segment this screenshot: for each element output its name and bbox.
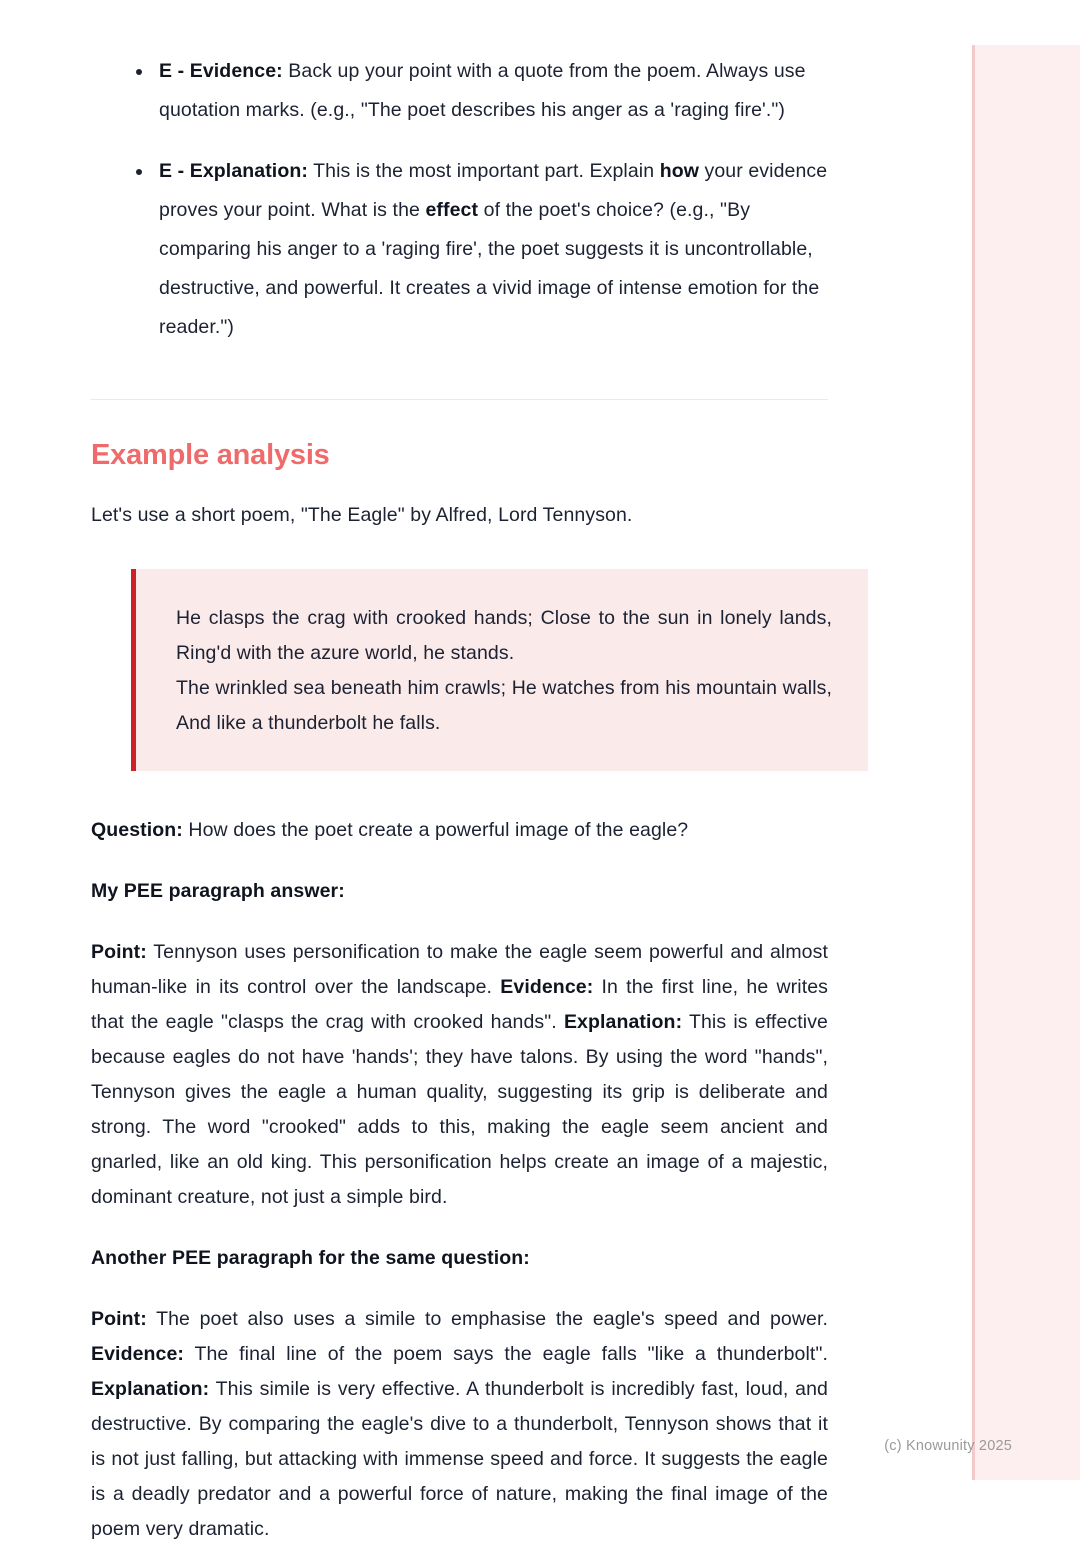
- paragraph-one-evidence-label: Evidence:: [500, 976, 594, 998]
- poem-blockquote: [131, 569, 868, 771]
- paragraph-two-point-label: Point:: [91, 1308, 147, 1330]
- list-item-explanation-label: E - Explanation:: [159, 160, 308, 182]
- list-item-explanation-text-part2: your evidence proves your point. What is the: [159, 160, 828, 221]
- answer-heading: [91, 848, 828, 909]
- another-paragraph-heading-label: Another PEE paragraph for the same question:: [91, 1247, 530, 1269]
- decorative-pink-sidebar-strip: [972, 45, 1080, 1480]
- list-item-evidence: [91, 52, 828, 130]
- list-item-evidence-label: E - Evidence:: [159, 60, 283, 82]
- list-item-explanation-text-part1: This is the most important part. Explain: [307, 160, 660, 182]
- list-item-explanation: [91, 152, 828, 347]
- question-paragraph: [91, 787, 828, 848]
- paragraph-two-explanation-text: This simile is very effective. A thunderbolt is incredibly fast, loud, and destructive. By comparing the eagle's dive to a thunderbolt, Tennyson shows that it is not just falling, but attacking with immense speed and force. It suggests the eagle is a deadly predator and a powerful force of nature, making the final image of the poem very dramatic.: [91, 1378, 828, 1540]
- question-text: How does the poet create a powerful image of the eagle?: [182, 819, 689, 841]
- pee-framework-list: [91, 0, 828, 347]
- bullet-dot-icon: [136, 169, 142, 175]
- list-item-evidence-text: Back up your point with a quote from the poem. Always use quotation marks. (e.g., "The poet describes his anger as a 'raging fire'."): [159, 60, 806, 121]
- paragraph-two-evidence-text: The final line of the poem says the eagle falls "like a thunderbolt".: [184, 1343, 828, 1365]
- document-content-column: [91, 0, 832, 1547]
- paragraph-two-explanation-label: Explanation:: [91, 1378, 210, 1400]
- paragraph-two-evidence-label: Evidence:: [91, 1343, 185, 1365]
- question-label: Question:: [91, 819, 183, 841]
- list-item-explanation-emphasis-how: how: [659, 160, 699, 182]
- answer-heading-label: My PEE paragraph answer:: [91, 880, 345, 902]
- bullet-dot-icon: [136, 69, 142, 75]
- poem-stanza-two: The wrinkled sea beneath him crawls; He watches from his mountain walls, And like a thunderbolt he falls.: [176, 677, 832, 734]
- copyright-watermark: (c) Knowunity 2025: [884, 1438, 1012, 1454]
- poem-stanza-one: He clasps the crag with crooked hands; Close to the sun in lonely lands, Ring'd with the azure world, he stands.: [176, 607, 832, 664]
- list-item-explanation-text-part3: of the poet's choice? (e.g., "By comparing his anger to a 'raging fire', the poet suggests it is uncontrollable, destructive, and powerful. It creates a vivid image of intense emotion for the reader."): [159, 199, 820, 338]
- pee-paragraph-one: [91, 909, 828, 1215]
- paragraph-two-point-text: The poet also uses a simile to emphasise the eagle's speed and power.: [146, 1308, 828, 1330]
- another-paragraph-heading: [91, 1215, 828, 1276]
- section-heading-example-analysis: Example analysis: [91, 439, 330, 471]
- paragraph-one-explanation-text: This is effective because eagles do not have 'hands'; they have talons. By using the word "hands", Tennyson gives the eagle a human quality, suggesting its grip is deliberate and strong. The word "crooked" adds to this, making the eagle seem ancient and gnarled, like an old king. This personification helps create an image of a majestic, dominant creature, not just a simple bird.: [91, 1011, 828, 1208]
- section-intro-text: Let's use a short poem, "The Eagle" by Alfred, Lord Tennyson.: [91, 504, 633, 526]
- paragraph-one-point-label: Point:: [91, 941, 147, 963]
- pee-paragraph-two: [91, 1276, 828, 1547]
- paragraph-one-point-text: Tennyson uses personification to make the eagle seem powerful and almost human-like in its control over the landscape.: [91, 941, 828, 998]
- paragraph-one-explanation-label: Explanation:: [563, 1011, 683, 1033]
- list-item-explanation-emphasis-effect: effect: [425, 199, 479, 221]
- paragraph-one-evidence-text: In the first line, he writes that the eagle "clasps the crag with crooked hands".: [91, 976, 829, 1033]
